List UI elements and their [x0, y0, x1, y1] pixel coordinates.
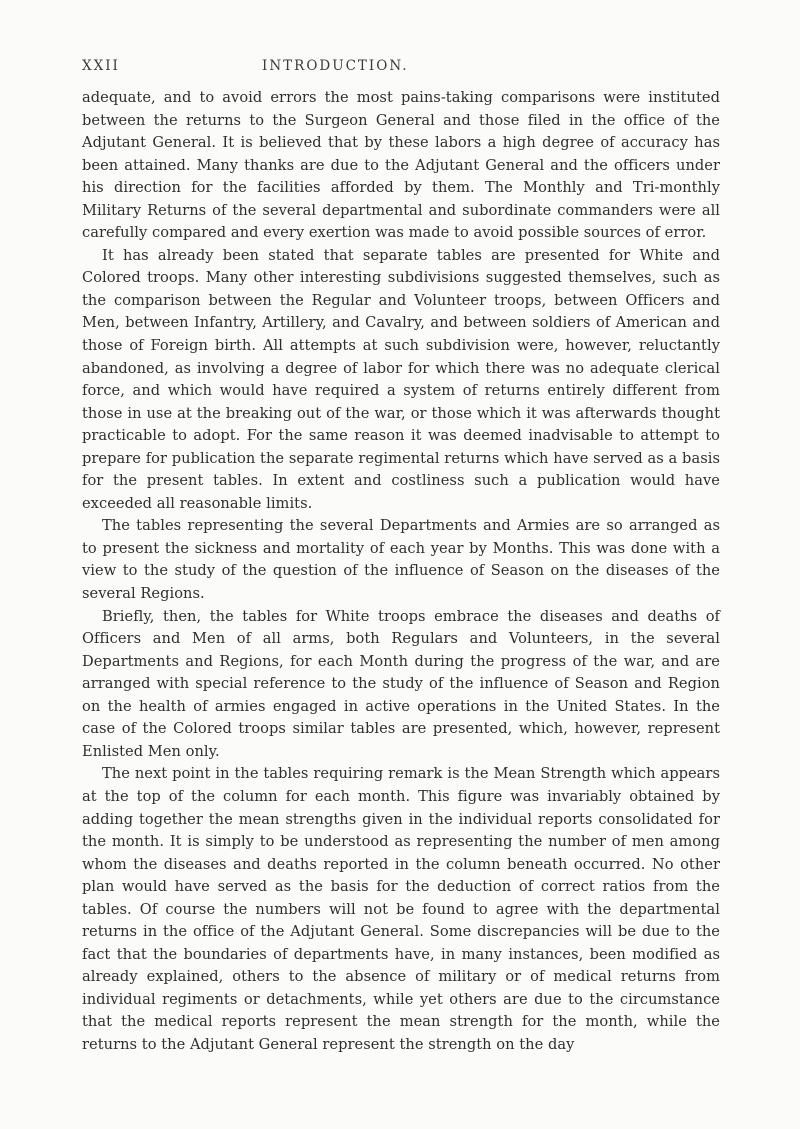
running-title: INTRODUCTION.	[262, 58, 409, 74]
paragraph: Briefly, then, the tables for White troops embrace the diseases and deaths of Officers and Men of all arms, both Regulars and Volunteers, in the several Departments and Regions, for each Month during the progress of the war, and are arranged with special reference to the study of the influence of Season and Region on the health of armies engaged in active operations in the United States. In the case of the Colored troops similar tables are presented, which, however, represent Enlisted Men only.	[82, 607, 720, 760]
paragraph: The next point in the tables requiring remark is the Mean Strength which appears at the top of the column for each month. This figure was invariably obtained by adding together the mean strengths given in the individual reports consolidated for the month. It is simply to be understood as representing the number of men among whom the diseases and deaths reported in the column beneath occurred. No other plan would have served as the basis for the deduction of correct ratios from the tables. Of course the numbers will not be found to agree with the departmental returns in the office of the Adjutant General. Some discrepancies will be due to the fact that the boundaries of departments have, in many instances, been modified as already explained, others to the absence of military or of medical returns from individual regiments or detachments, while yet others are due to the circumstance that the medical reports represent the mean strength for the month, while the returns to the Adjutant General represent the strength on the day	[82, 765, 720, 1053]
paragraph: The tables representing the several Departments and Armies are so arranged as to present the sickness and mortality of each year by Months. This was done with a view to the study of the question of the influence of Season on the diseases of the several Regions.	[82, 517, 720, 603]
paragraph-continued: adequate, and to avoid errors the most pains-taking comparisons were instituted between the returns to the Surgeon General and those filed in the office of the Adjutant General. It is believed that by these labors a high degree of accuracy has been attained. Many thanks are due to the Adjutant General and the officers under his direction for the facilities afforded by them. The Monthly and Tri-monthly Military Returns of the several departmental and subordinate commanders were all carefully compared and every exertion was made to avoid possible sources of error.	[82, 89, 720, 242]
paragraph: It has already been stated that separate tables are presented for White and Colored troops. Many other interesting subdivisions suggested themselves, such as the comparison between the Regular and Volunteer troops, between Officers and Men, between Infantry, Artillery, and Cavalry, and between soldiers of American and those of Foreign birth. All attempts at such subdivision were, however, reluctantly abandoned, as involving a degree of labor for which there was no adequate clerical force, and which would have required a system of returns entirely different from those in use at the breaking out of the war, or those which it was afterwards thought practicable to adopt. For the same reason it was deemed inadvisable to attempt to prepare for publication the separate regimental returns which have served as a basis for the present tables. In extent and costliness such a publication would have exceeded all reasonable limits.	[82, 246, 720, 512]
page-number: XXII	[82, 58, 120, 74]
running-head	[82, 58, 720, 80]
body-text	[82, 87, 720, 1057]
